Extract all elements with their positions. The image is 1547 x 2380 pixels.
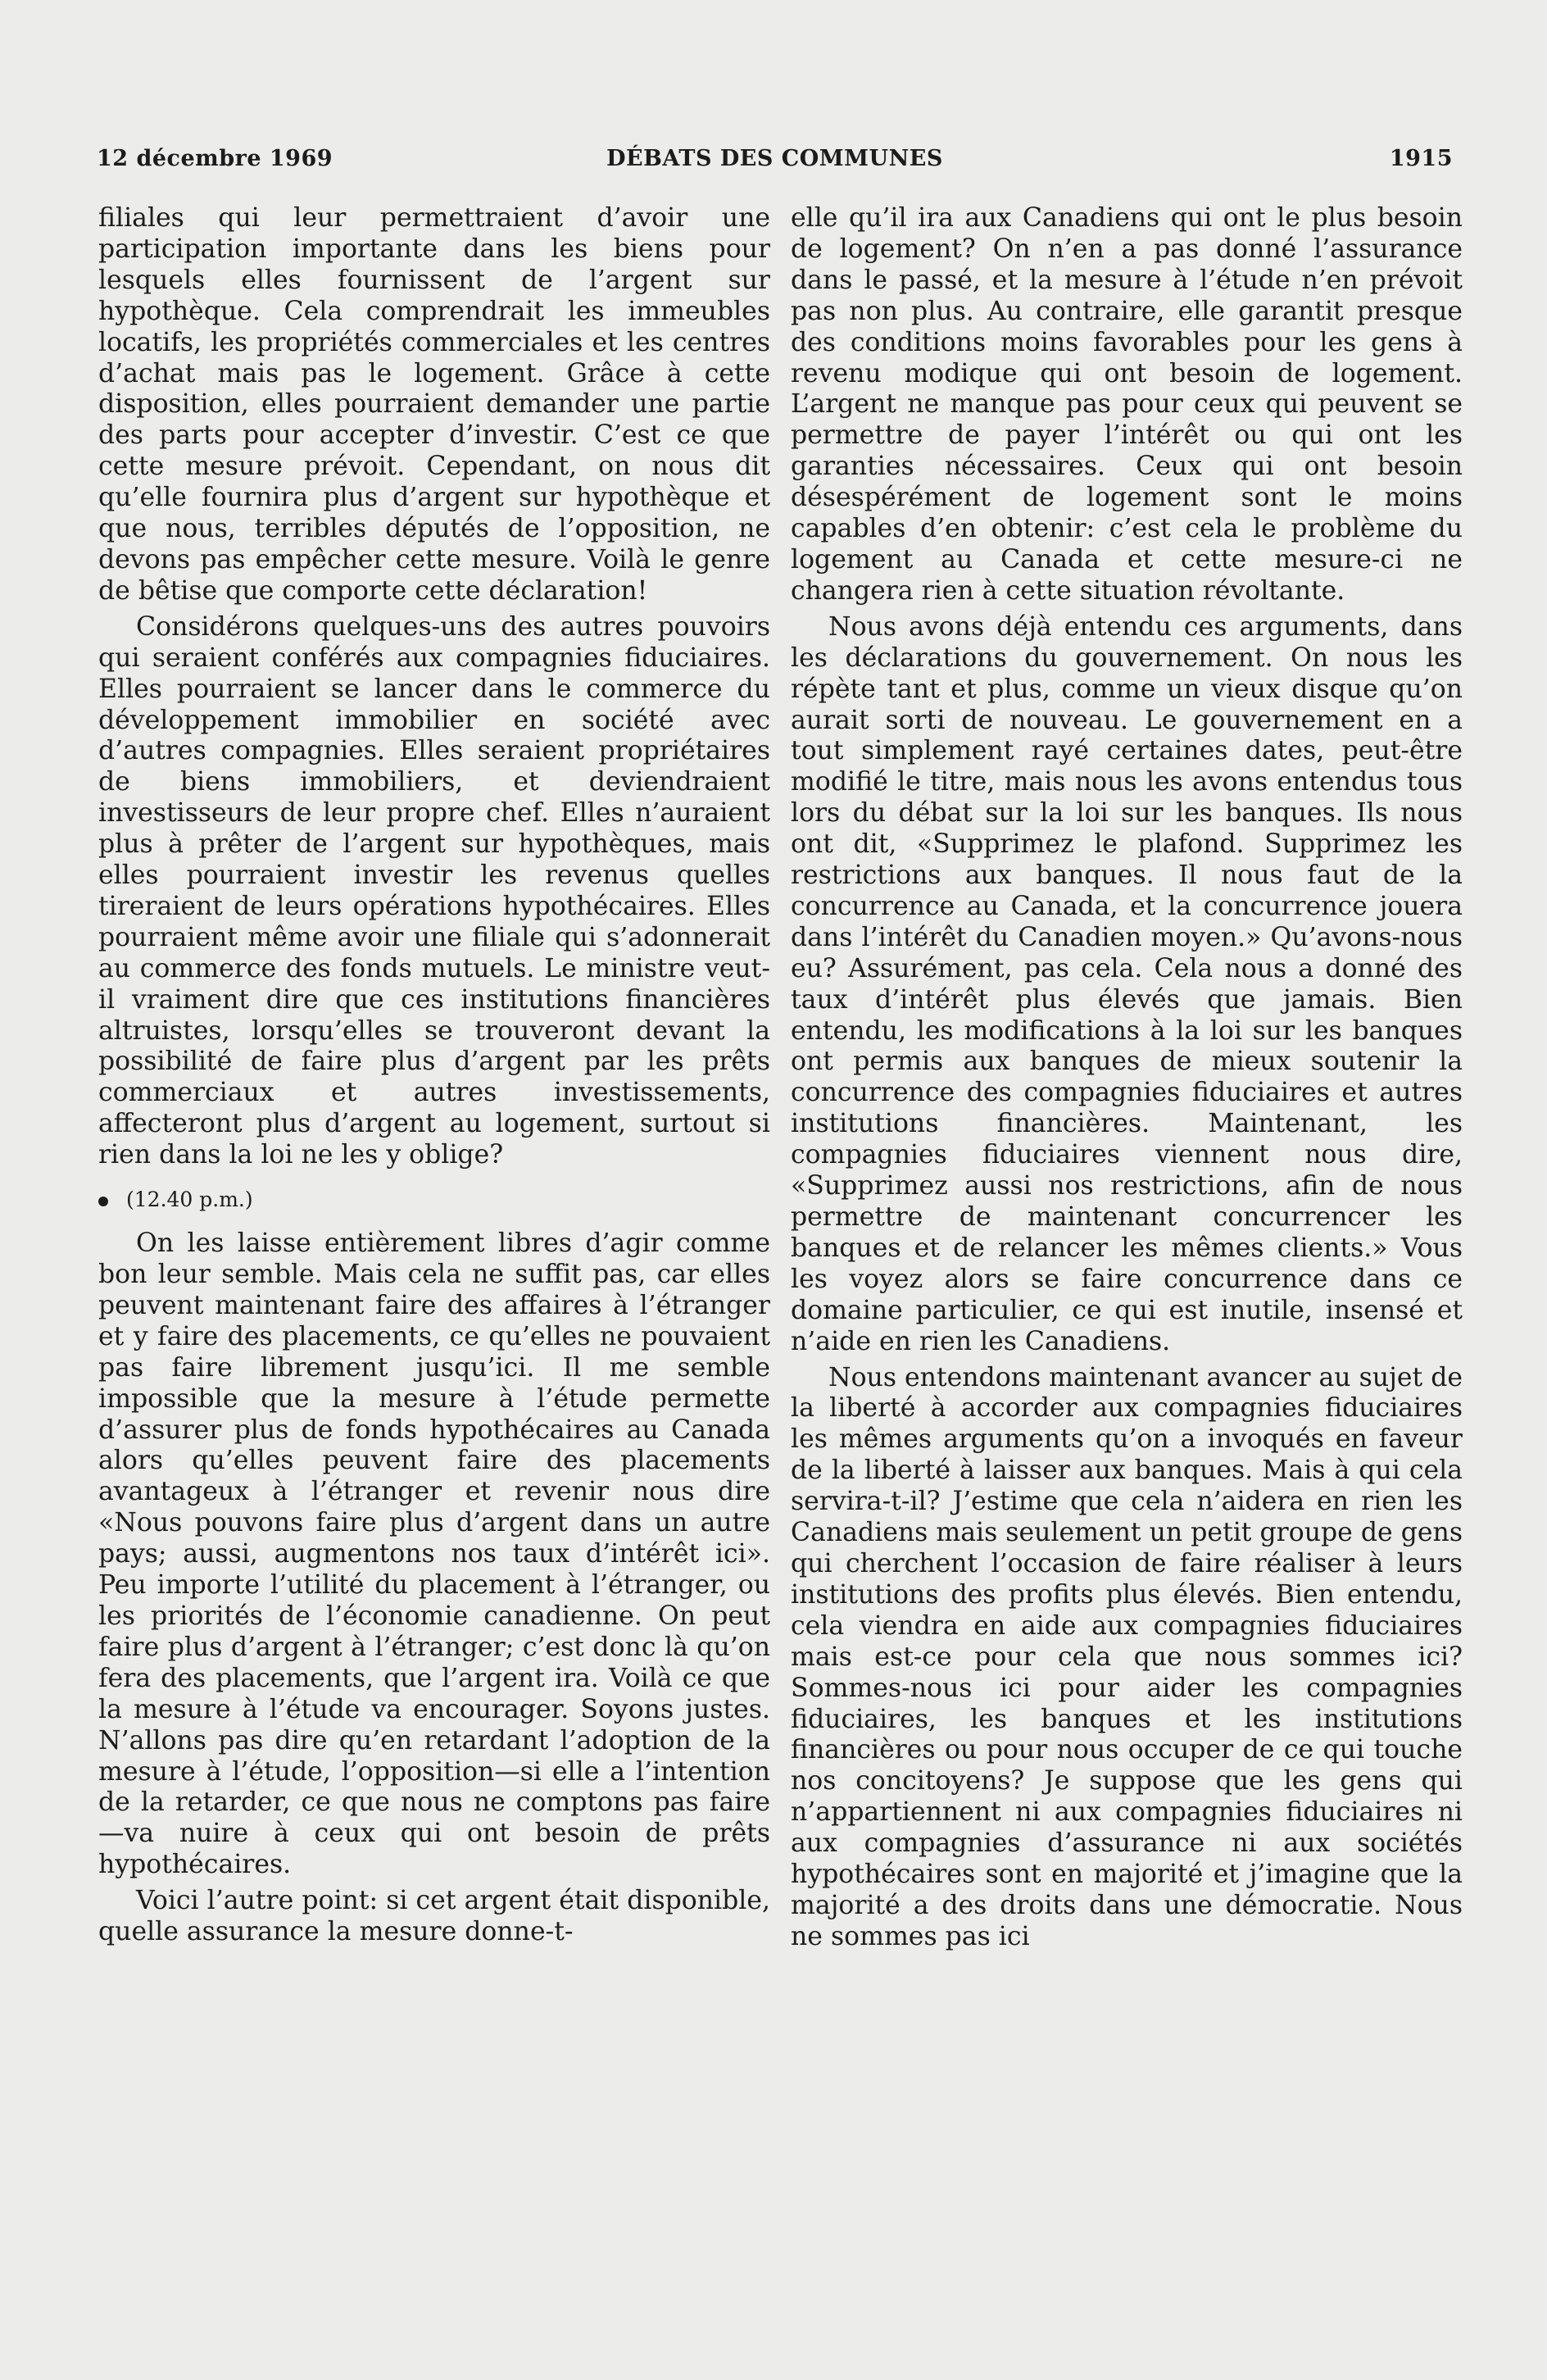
header-title: DÉBATS DES COMMUNES — [606, 146, 943, 171]
left-paragraph-2: Considérons quelques-uns des autres pouvoirs qui seraient conférés aux compagnies fiduciaires. Elles pourraient se lancer dans le commerce du développement immobilier en société avec d’autres compagnies. Elles seraient propriétaires de biens immobiliers, et deviendraient investisseurs de leur propre chef. Elles n’auraient plus à prêter de l’argent sur hypothèques, mais elles pourraient investir les revenus quelles tireraient de leurs opérations hypothécaires. Elles pourraient même avoir une filiale qui s’adonnerait au commerce des fonds mutuels. Le ministre veut-il vraiment dire que ces institutions financières altruistes, lorsqu’elles se trouveront devant la possibilité de faire plus d’argent par les prêts commerciaux et autres investissements, affecteront plus d’argent au logement, surtout si rien dans la loi ne les y oblige? — [98, 611, 770, 1170]
right-paragraph-3: Nous entendons maintenant avancer au sujet de la liberté à accorder aux compagnies fiduciaires les mêmes arguments qu’on a invoqués en faveur de la liberté à laisser aux banques. Mais à qui cela servira-t-il? J’estime que cela n’aidera en rien les Canadiens mais seulement un petit groupe de gens qui cherchent l’occasion de faire réaliser à leurs institutions des profits plus élevés. Bien entendu, cela viendra en aide aux compagnies fiduciaires mais est-ce pour cela que nous sommes ici? Sommes-nous ici pour aider les compagnies fiduciaires, les banques et les institutions financières ou pour nous occuper de ce qui touche nos concitoyens? Je suppose que les gens qui n’appartiennent ni aux compagnies fiduciaires ni aux compagnies d’assurance ni aux sociétés hypothécaires sont en majorité et j’imagine que la majorité a des droits dans une démocratie. Nous ne sommes pas ici — [791, 1362, 1463, 1951]
right-column — [791, 203, 1463, 1953]
time-stamp — [98, 1188, 770, 1212]
left-paragraph-3: On les laisse entièrement libres d’agir comme bon leur semble. Mais cela ne suffit pas, car elles peuvent maintenant faire des affaires à l’étranger et y faire des placements, ce qu’elles ne pouvaient pas faire librement jusqu’ici. Il me semble impossible que la mesure à l’étude permette d’assurer plus de fonds hypothécaires au Canada alors qu’elles peuvent faire des placements avantageux à l’étranger et revenir nous dire «Nous pouvons faire plus d’argent dans un autre pays; aussi, augmentons nos taux d’intérêt ici». Peu importe l’utilité du placement à l’étranger, ou les priorités de l’économie canadienne. On peut faire plus d’argent à l’étranger; c’est donc là qu’on fera des placements, que l’argent ira. Voilà ce que la mesure à l’étude va encourager. Soyons justes. N’allons pas dire qu’en retardant l’adoption de la mesure à l’étude, l’opposition—si elle a l’intention de la retarder, ce que nous ne comptons pas faire—va nuire à ceux qui ont besoin de prêts hypothécaires. — [98, 1229, 770, 1880]
page-number: 1915 — [1389, 146, 1453, 171]
right-paragraph-2: Nous avons déjà entendu ces arguments, dans les déclarations du gouvernement. On nous les répète tant et plus, comme un vieux disque qu’on aurait sorti de nouveau. Le gouvernement en a tout simplement rayé certaines dates, peut-être modifié le titre, mais nous les avons entendus tous lors du débat sur la loi sur les banques. Ils nous ont dit, «Supprimez le plafond. Supprimez les restrictions aux banques. Il nous faut de la concurrence au Canada, et la concurrence jouera dans l’intérêt du Canadien moyen.» Qu’avons-nous eu? Assurément, pas cela. Cela nous a donné des taux d’intérêt plus élevés que jamais. Bien entendu, les modifications à la loi sur les banques ont permis aux banques de mieux soutenir la concurrence des compagnies fiduciaires et autres institutions financières. Maintenant, les compagnies fiduciaires viennent nous dire, «Supprimez aussi nos restrictions, afin de nous permettre de maintenant concurrencer les banques et de relancer les mêmes clients.» Vous les voyez alors se faire concurrence dans ce domaine particulier, ce qui est inutile, insensé et n’aide en rien les Canadiens. — [791, 611, 1463, 1356]
right-paragraph-1: elle qu’il ira aux Canadiens qui ont le plus besoin de logement? On n’en a pas donné l’assurance dans le passé, et la mesure à l’étude n’en prévoit pas non plus. Au contraire, elle garantit presque des conditions moins favorables pour les gens à revenu modique qui ont besoin de logement. L’argent ne manque pas pour ceux qui peuvent se permettre de payer l’intérêt ou qui ont les garanties nécessaires. Ceux qui ont besoin désespérément de logement sont le moins capables d’en obtenir: c’est cela le problème du logement au Canada et cette mesure-ci ne changera rien à cette situation révoltante. — [791, 203, 1463, 606]
time-stamp-text: (12.40 p.m.) — [126, 1188, 253, 1212]
bullet-icon — [98, 1197, 108, 1206]
header-date: 12 décembre 1969 — [97, 146, 333, 171]
left-paragraph-1: filiales qui leur permettraient d’avoir une participation importante dans les biens pour lesquels elles fournissent de l’argent sur hypothèque. Cela comprendrait les immeubles locatifs, les propriétés commerciales et les centres d’achat mais pas le logement. Grâce à cette disposition, elles pourraient demander une partie des parts pour accepter d’investir. C’est ce que cette mesure prévoit. Cependant, on nous dit qu’elle fournira plus d’argent sur hypothèque et que nous, terribles députés de l’opposition, ne devons pas empêcher cette mesure. Voilà le genre de bêtise que comporte cette déclaration! — [98, 203, 770, 606]
left-paragraph-4: Voici l’autre point: si cet argent était disponible, quelle assurance la mesure donne-t- — [98, 1886, 770, 1947]
left-column — [98, 203, 770, 1948]
page-header — [97, 146, 1453, 179]
